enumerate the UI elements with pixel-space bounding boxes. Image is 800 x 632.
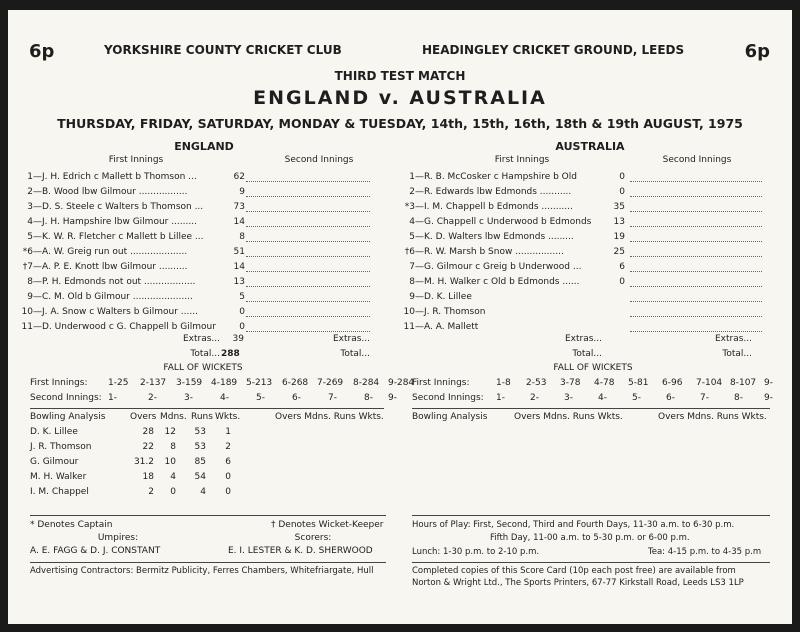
england-fow-entry: 4- [220,393,229,403]
bowler-name: D. K. Lillee [30,427,78,437]
england-second-innings-line [246,316,370,317]
england-batsman-runs: 0 [239,322,245,332]
divider [412,562,770,563]
england-batsman-dismissal: C. M. Old b Gilmour ..................... [42,292,193,302]
australia-bowling-label: Bowling Analysis [412,412,488,422]
england-batsman-dismissal: A. P. E. Knott lbw Gilmour .......... [42,262,188,272]
australia-batsman-number: *3— [404,202,424,212]
copies-note-line1: Completed copies of this Score Card (10p each post free) are available from [412,566,736,576]
england-second-total-label: Total... [340,349,370,359]
australia-fow-entry: 8-107 [730,378,757,388]
england-fow-entry: 8- [364,393,373,403]
england-batsman-dismissal: J. A. Snow c Walters b Gilmour ...... [42,307,198,317]
england-bowling-mdns-header: Mdns. [160,412,187,422]
australia-batsman-dismissal: I. M. Chappell b Edmonds ........... [424,202,573,212]
england-batsman-dismissal: K. W. R. Fletcher c Mallett b Lillee ... [42,232,204,242]
bowler-maidens: 10 [164,457,176,467]
australia-second-total-label: Total... [722,349,752,359]
australia-batsman-number: 8— [409,277,424,287]
england-second-extras-label: Extras... [332,334,370,344]
australia-fow-entry: 8- [734,393,743,403]
australia-extras-label: Extras... [564,334,602,344]
england-total: 288 [221,349,240,359]
australia-batsman-dismissal: K. D. Walters lbw Edmonds ......... [424,232,574,242]
price-left: 6p [29,41,55,62]
australia-fow-entry: 1-8 [496,378,511,388]
australia-second-innings-line [630,271,762,272]
australia-batsman-dismissal: D. K. Lillee [424,292,472,302]
australia-batsman-number: †6— [404,247,424,257]
australia-first-innings-label: First Innings [494,155,550,165]
copies-note-line2: Norton & Wright Ltd., The Sports Printers, 67-77 Kirkstall Road, Leeds LS3 1LP [412,578,744,588]
australia-bowling-headers-2: Overs Mdns. Runs Wkts. [658,412,767,422]
australia-batsman-number: 7— [409,262,424,272]
england-fow-entry: 7-269 [317,378,344,388]
price-right: 6p [744,41,770,62]
bowler-runs: 4 [200,487,206,497]
australia-batsman-number: 5— [409,232,424,242]
australia-batsman-dismissal: R. W. Marsh b Snow ................. [424,247,564,257]
australia-fow-entry: 5-81 [628,378,649,388]
scorecard [8,10,792,624]
australia-fow-entry: 2-53 [526,378,547,388]
australia-batsman-runs: 35 [613,202,625,212]
australia-batsman-dismissal: G. Gilmour c Greig b Underwood ... [424,262,582,272]
australia-batsman-runs: 25 [613,247,625,257]
england-batsman-runs: 14 [233,217,245,227]
england-second-innings-line [246,226,370,227]
bowler-runs: 53 [194,442,206,452]
australia-batsman-number: 9— [409,292,424,302]
australia-batsman-runs: 0 [619,187,625,197]
divider [30,408,384,409]
keeper-note: † Denotes Wicket-Keeper [271,520,384,530]
england-extras: 39 [232,334,244,344]
england-fow-entry: 5- [256,393,265,403]
england-fow-entry: 6- [292,393,301,403]
divider [30,562,386,563]
australia-fow-entry: 7-104 [696,378,723,388]
england-batsman-runs: 51 [233,247,245,257]
england-second-innings-line [246,331,370,332]
england-batsman-number: 2— [27,187,42,197]
bowler-name: I. M. Chappel [30,487,89,497]
australia-batsman-runs: 0 [619,172,625,182]
england-fow-entry: 1-25 [108,378,129,388]
captain-note: * Denotes Captain [30,520,113,530]
bowler-wickets: 0 [225,487,231,497]
england-fow-entry: 1- [108,393,117,403]
ground-name: HEADINGLEY CRICKET GROUND, LEEDS [422,43,685,57]
england-total-label: Total... [190,349,220,359]
england-fow-entry: 9- [388,393,397,403]
australia-second-innings-line [630,196,762,197]
england-bowling-wkts-header: Wkts. [215,412,241,422]
australia-second-innings-line [630,331,762,332]
england-fow-entry: 2- [148,393,157,403]
bowler-wickets: 2 [225,442,231,452]
england-bowling-runs-header: Runs [191,412,213,422]
england-fow-entry: 3-159 [176,378,203,388]
england-batsman-number: 10— [21,307,42,317]
australia-second-extras-label: Extras... [714,334,752,344]
bowler-overs: 2 [148,487,154,497]
australia-fow-entry: 7- [700,393,709,403]
australia-fow-entry: 4- [598,393,607,403]
australia-second-innings-line [630,316,762,317]
australia-batsman-dismissal: A. A. Mallett [424,322,479,332]
australia-batsman-number: 10— [403,307,424,317]
australia-fow-first-label: First Innings: [412,378,470,388]
australia-second-innings-line [630,181,762,182]
england-second-innings-line [246,301,370,302]
bowler-wickets: 0 [225,472,231,482]
england-batsman-number: 11— [21,322,42,332]
england-second-innings-label: Second Innings [284,155,354,165]
england-bowling-overs-header: Overs [130,412,157,422]
england-batsman-number: †7— [22,262,42,272]
bowler-maidens: 8 [170,442,176,452]
australia-second-innings-line [630,301,762,302]
england-batsman-runs: 14 [233,262,245,272]
england-fow-entry: 7- [328,393,337,403]
bowler-maidens: 4 [170,472,176,482]
england-fow-entry: 5-213 [246,378,273,388]
england-bowling-label: Bowling Analysis [30,412,106,422]
bowler-runs: 53 [194,427,206,437]
england-second-innings-line [246,241,370,242]
australia-second-innings-label: Second Innings [662,155,732,165]
england-batsman-dismissal: P. H. Edmonds not out .................. [42,277,196,287]
umpires: A. E. FAGG & D. J. CONSTANT [30,546,161,556]
england-second-innings-line [246,256,370,257]
england-batsman-number: 3— [27,202,42,212]
england-batsman-runs: 9 [239,187,245,197]
england-batsman-number: 4— [27,217,42,227]
england-batsman-runs: 13 [233,277,245,287]
england-fow-entry: 8-284 [353,378,380,388]
england-batsman-number: 1— [27,172,42,182]
england-fow-entry: 2-137 [140,378,167,388]
england-batsman-runs: 62 [233,172,245,182]
england-batsman-number: 5— [27,232,42,242]
england-bowling-headers-2: Overs Mdns. Runs Wkts. [275,412,384,422]
australia-fow-second-label: Second Innings: [412,393,484,403]
england-batsman-number: 9— [27,292,42,302]
australia-fow-entry: 3-78 [560,378,581,388]
australia-batsman-number: 11— [403,322,424,332]
england-fow-entry: 9-284 [388,378,415,388]
bowler-name: M. H. Walker [30,472,87,482]
bowler-maidens: 12 [164,427,176,437]
australia-batsman-dismissal: R. B. McCosker c Hampshire b Old [424,172,577,182]
australia-second-innings-line [630,256,762,257]
match-dates: THURSDAY, FRIDAY, SATURDAY, MONDAY & TUESDAY, 14th, 15th, 16th, 18th & 19th AUGUST, 1975 [57,116,743,131]
bowler-runs: 54 [194,472,206,482]
bowler-overs: 18 [142,472,154,482]
australia-batsman-runs: 0 [619,277,625,287]
england-fow-first-label: First Innings: [30,378,88,388]
england-batsman-number: *6— [22,247,42,257]
england-batsman-dismissal: J. H. Hampshire lbw Gilmour ......... [42,217,197,227]
england-batsman-runs: 5 [239,292,245,302]
england-batsman-dismissal: A. W. Greig run out .................... [42,247,188,257]
australia-batsman-number: 4— [409,217,424,227]
australia-batsman-dismissal: M. H. Walker c Old b Edmonds ...... [424,277,580,287]
bowler-overs: 28 [142,427,154,437]
bowler-name: J. R. Thomson [30,442,92,452]
bowler-overs: 31.2 [133,457,154,467]
australia-batsman-number: 2— [409,187,424,197]
england-second-innings-line [246,181,370,182]
england-batsman-dismissal: B. Wood lbw Gilmour ................. [42,187,188,197]
match-title: THIRD TEST MATCH [334,69,466,83]
australia-fow-entry: 6-96 [662,378,683,388]
bowler-maidens: 0 [170,487,176,497]
australia-batsman-runs: 19 [613,232,625,242]
england-batsman-runs: 0 [239,307,245,317]
england-batsman-number: 8— [27,277,42,287]
england-fow-title: FALL OF WICKETS [163,363,243,373]
australia-batsman-dismissal: G. Chappell c Underwood b Edmonds [424,217,592,227]
australia-fow-entry: 4-78 [594,378,615,388]
england-fow-entry: 6-268 [282,378,309,388]
australia-batsman-dismissal: R. Edwards lbw Edmonds ........... [424,187,572,197]
england-fow-second-label: Second Innings: [30,393,102,403]
lunch-time: Lunch: 1-30 p.m. to 2-10 p.m. [412,547,540,557]
australia-fow-title: FALL OF WICKETS [553,363,633,373]
england-second-innings-line [246,271,370,272]
australia-fow-entry: 6- [666,393,675,403]
bowler-overs: 22 [142,442,154,452]
bowler-wickets: 1 [225,427,231,437]
bowler-runs: 85 [194,457,206,467]
australia-fow-entry: 9- [764,378,773,388]
divider [30,515,386,516]
australia-fow-entry: 1- [496,393,505,403]
england-second-innings-line [246,286,370,287]
australia-fow-entry: 9- [764,393,773,403]
teams-title: ENGLAND v. AUSTRALIA [253,87,547,109]
australia-second-innings-line [630,211,762,212]
divider [412,408,770,409]
australia-second-innings-line [630,226,762,227]
australia-fow-entry: 2- [530,393,539,403]
england-title: ENGLAND [174,140,234,153]
hours-of-play: Hours of Play: First, Second, Third and Fourth Days, 11-30 a.m. to 6-30 p.m. [412,520,735,530]
england-batsman-dismissal: J. H. Edrich c Mallett b Thomson ... [42,172,197,182]
bowler-wickets: 6 [225,457,231,467]
australia-batsman-dismissal: J. R. Thomson [424,307,486,317]
umpires-label: Umpires: [97,533,139,543]
england-first-innings-label: First Innings [108,155,164,165]
australia-second-innings-line [630,286,762,287]
australia-batsman-runs: 13 [613,217,625,227]
australia-second-innings-line [630,241,762,242]
england-batsman-dismissal: D. S. Steele c Walters b Thomson ... [42,202,204,212]
hours-fifth-day: Fifth Day, 11-00 a.m. to 5-30 p.m. or 6-00 p.m. [490,533,690,543]
australia-fow-entry: 3- [564,393,573,403]
england-extras-label: Extras... [182,334,220,344]
scorers-label: Scorers: [294,533,332,543]
england-fow-entry: 3- [184,393,193,403]
club-name: YORKSHIRE COUNTY CRICKET CLUB [104,43,342,57]
tea-time: Tea: 4-15 p.m. to 4-35 p.m [648,547,762,557]
scorers: E. I. LESTER & K. D. SHERWOOD [228,546,373,556]
australia-total-label: Total... [572,349,602,359]
divider [412,515,770,516]
advertising-contractors: Advertising Contractors: Bermitz Publicity, Ferres Chambers, Whitefriargate, Hull [30,566,374,576]
bowler-name: G. Gilmour [30,457,79,467]
england-fow-entry: 4-189 [211,378,238,388]
australia-title: AUSTRALIA [555,140,625,153]
england-batsman-dismissal: D. Underwood c G. Chappell b Gilmour [42,322,216,332]
england-batsman-runs: 73 [233,202,245,212]
australia-batsman-number: 1— [409,172,424,182]
england-batsman-runs: 8 [239,232,245,242]
england-second-innings-line [246,196,370,197]
australia-batsman-runs: 6 [619,262,625,272]
australia-bowling-headers-1: Overs Mdns. Runs Wkts. [514,412,623,422]
england-second-innings-line [246,211,370,212]
australia-fow-entry: 5- [632,393,641,403]
